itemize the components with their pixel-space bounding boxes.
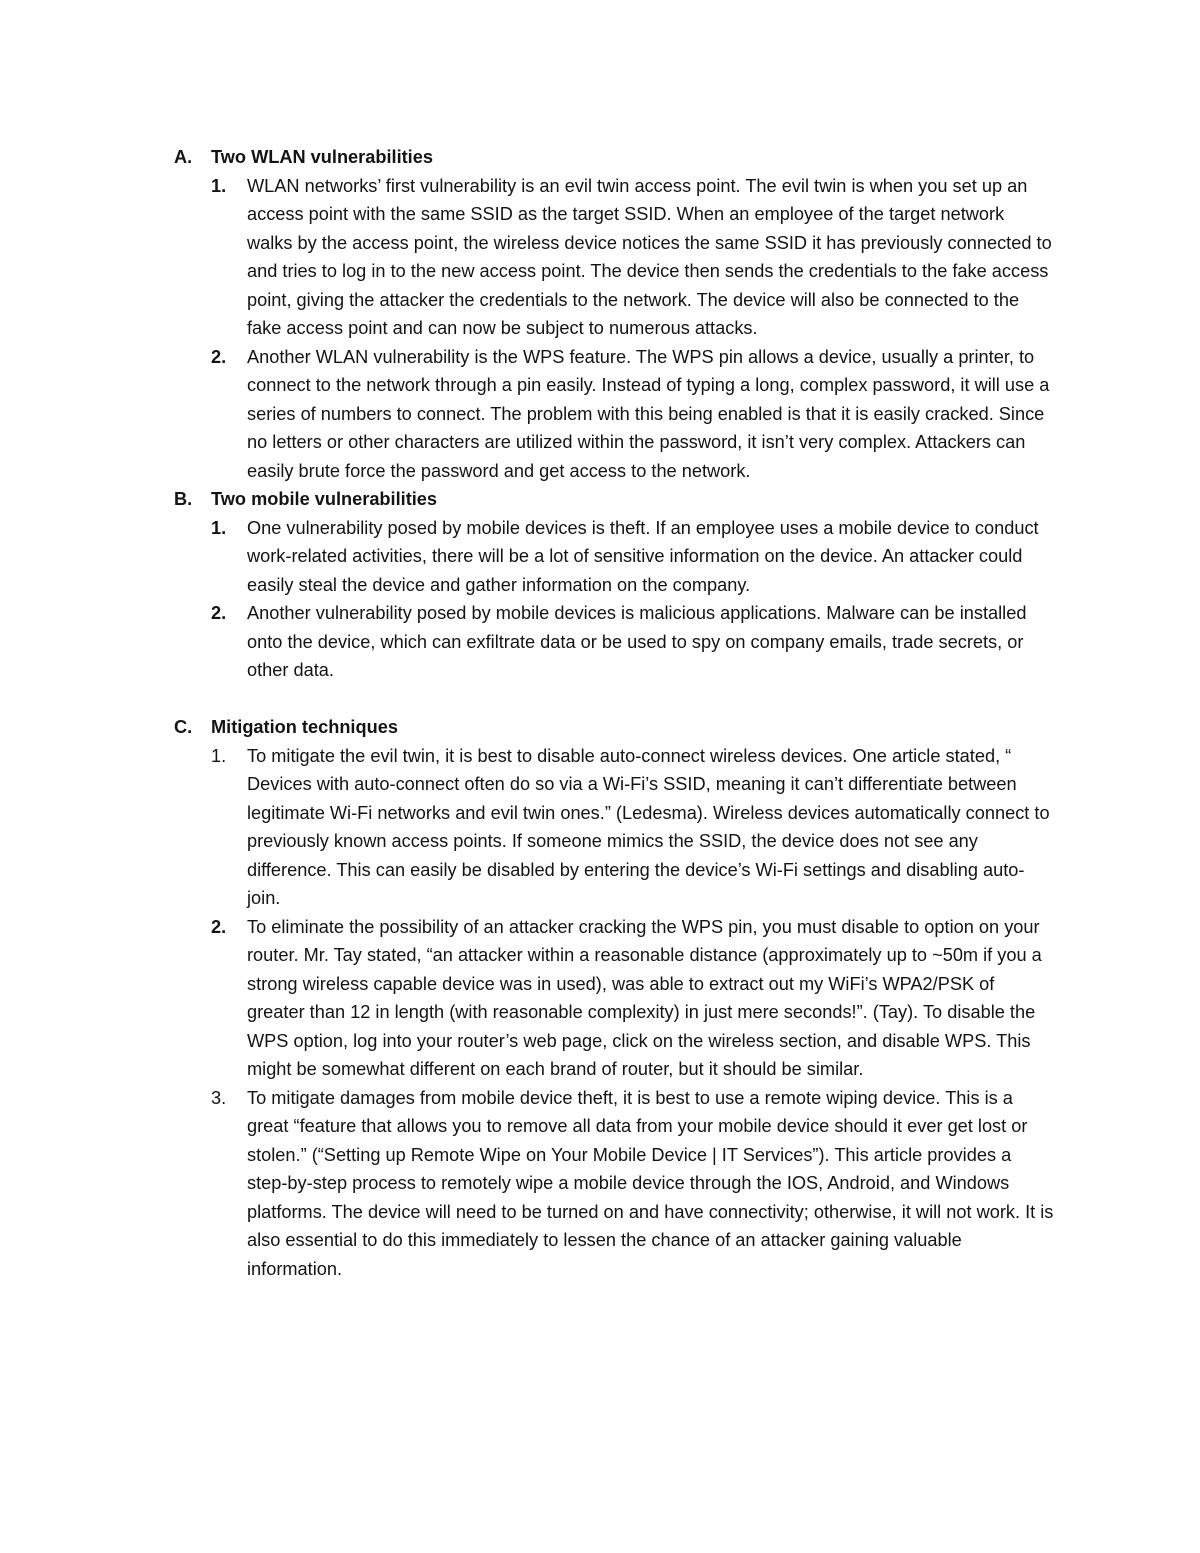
section-marker: B.: [174, 489, 193, 509]
section-title: Mitigation techniques: [211, 717, 398, 737]
section-heading: [174, 485, 1054, 514]
section-mobile-vulnerabilities: [174, 485, 1054, 685]
section-wlan-vulnerabilities: [174, 143, 1054, 485]
section-heading: [174, 143, 1054, 172]
section-marker: A.: [174, 147, 193, 167]
list-item-text: Another WLAN vulnerability is the WPS feature. The WPS pin allows a device, usually a printer, to connect to the network through a pin easily. Instead of typing a long, complex password, it will use a series of numbers to connect. The problem with this being enabled is that it is easily cracked. Since no letters or other characters are utilized within the password, it isn’t very complex. Attackers can easily brute force the password and get access to the network.: [247, 346, 1050, 481]
section-mitigation-techniques: [174, 713, 1054, 1283]
section-marker: C.: [174, 717, 193, 737]
list-item-number: 2.: [211, 603, 227, 623]
list-item: [174, 514, 1054, 600]
list-item-number: 1.: [211, 175, 227, 196]
list-item-text: Another vulnerability posed by mobile devices is malicious applications. Malware can be installed onto the device, which can exfiltrate data or be used to spy on company emails, trade secrets, or other data.: [247, 603, 1027, 680]
paragraph-spacer: [174, 685, 1054, 714]
list-item: [174, 913, 1054, 1084]
list-item-number: 1.: [211, 517, 227, 538]
list-item: [174, 599, 1054, 685]
list-item-text: WLAN networks’ first vulnerability is an evil twin access point. The evil twin is when you set up an access point with the same SSID as the target SSID. When an employee of the target network walks by the access point, the wireless device notices the same SSID it has previously connected to and tries to log in to the new access point. The device then sends the credentials to the fake access point, giving the attacker the credentials to the network. The device will also be connected to the fake access point and can now be subject to numerous attacks.: [247, 175, 1052, 338]
section-title: Two WLAN vulnerabilities: [211, 147, 433, 167]
list-item-text: One vulnerability posed by mobile devices is theft. If an employee uses a mobile device to conduct work-related activities, there will be a lot of sensitive information on the device. An attacker could easily steal the device and gather information on the company.: [247, 517, 1039, 595]
list-item: [174, 742, 1054, 913]
section-title: Two mobile vulnerabilities: [211, 489, 438, 509]
list-item: [174, 1084, 1054, 1284]
list-item: [174, 343, 1054, 486]
list-item-text: To mitigate the evil twin, it is best to disable auto-connect wireless devices. One article stated, “ Devices with auto-connect often do so via a Wi-Fi’s SSID, meaning it can’t differentiate between legitimate Wi-Fi networks and evil twin ones.” (Ledesma). Wireless devices automatically connect to previously known access points. If someone mimics the SSID, the device does not see any difference. This can easily be disabled by entering the device’s Wi-Fi settings and disabling auto-join.: [247, 745, 1050, 908]
list-item-text: To eliminate the possibility of an attacker cracking the WPS pin, you must disable to option on your router. Mr. Tay stated, “an attacker within a reasonable distance (approximately up to ~50m if you a strong wireless capable device was in used), was able to extract out my WiFi’s WPA2/PSK of greater than 12 in length (with reasonable complexity) in just mere seconds!”. (Tay). To disable the WPS option, log into your router’s web page, click on the wireless section, and disable WPS. This might be somewhat different on each brand of router, but it should be similar.: [247, 916, 1042, 1079]
section-heading: [174, 713, 1054, 742]
list-item: [174, 172, 1054, 343]
list-item-number: 1.: [211, 745, 227, 766]
list-item-number: 2.: [211, 916, 227, 937]
document-body: [174, 143, 1054, 1283]
list-item-text: To mitigate damages from mobile device theft, it is best to use a remote wiping device. This is a great “feature that allows you to remove all data from your mobile device should it ever get lost or stolen.” (“Setting up Remote Wipe on Your Mobile Device | IT Services”). This article provides a step-by-step process to remotely wipe a mobile device through the IOS, Android, and Windows platforms. The device will need to be turned on and have connectivity; otherwise, it will not work. It is also essential to do this immediately to lessen the chance of an attacker gaining valuable information.: [247, 1087, 1054, 1279]
list-item-number: 2.: [211, 346, 227, 367]
list-item-number: 3.: [211, 1087, 227, 1108]
